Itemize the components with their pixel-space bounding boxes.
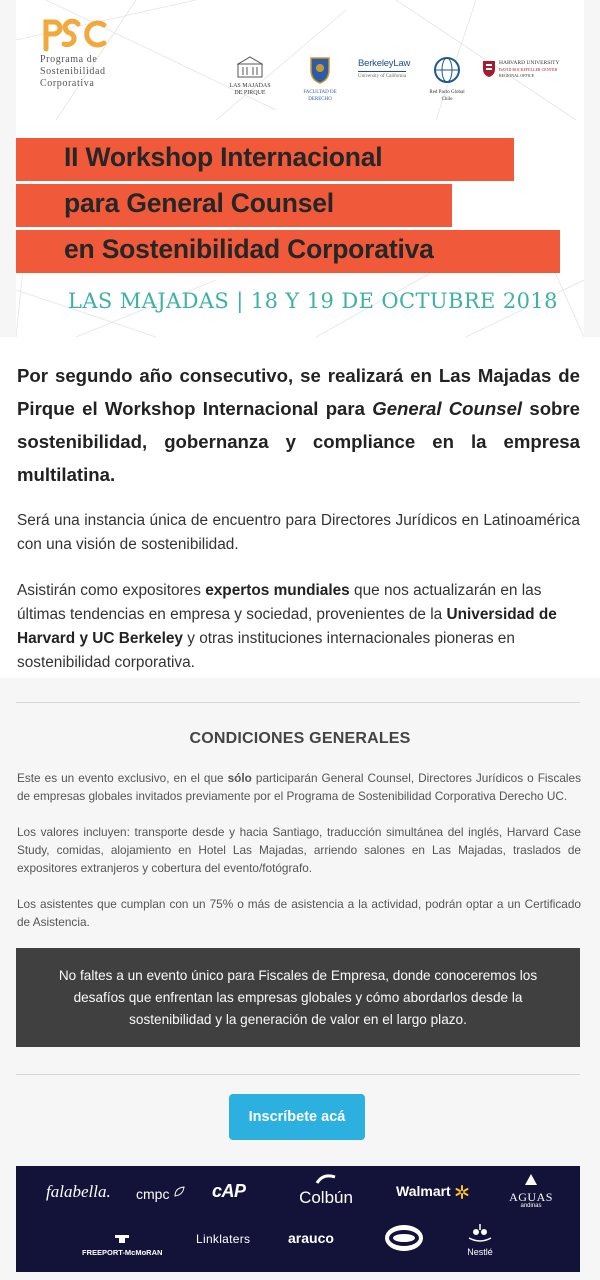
- conditions-paragraph-1: Este es un evento exclusivo, en el que sólo participarán General Counsel, Directores Jurídicos o Fiscales de empresas globales invitados previamente por el Programa de Sostenibilidad Corporativa Derecho UC.: [17, 771, 581, 803]
- nestle-nest-icon: [467, 1222, 493, 1242]
- building-icon: [237, 56, 263, 78]
- divider-top: [16, 702, 580, 703]
- psc-logo: [40, 16, 160, 90]
- globe-icon: [433, 56, 461, 84]
- divider-bottom: [16, 1074, 580, 1075]
- logo-las-majadas: LAS MAJADAS DE PIRQUE: [226, 56, 274, 97]
- lead-paragraph: Por segundo año consecutivo, se realizará en Las Majadas de Pirque el Workshop Internacional para General Counsel sobre sostenibilidad, gobernanza y compliance en la empresa multilatina.: [17, 365, 580, 485]
- sponsor-aguas-andinas: AGUAS andinas: [506, 1172, 556, 1210]
- colbun-wave-icon: [315, 1173, 337, 1185]
- logo-global-compact: Red Pacto Global Chile: [424, 56, 470, 103]
- freeport-mark-icon: [115, 1235, 129, 1243]
- sponsor-nestle: Nestlé: [460, 1222, 500, 1257]
- conditions-paragraph-3: Los asistentes que cumplan con un 75% o más de asistencia a la actividad, podrán optar a un Certificado de Asistencia.: [17, 897, 581, 929]
- intro-paragraph-2: Asistirán como expositores expertos mundiales que nos actualizarán en las últimas tendencias en empresa y sociedad, provenientes de la Universidad de Harvard y UC Berkeley y otras instituciones internacionales pioneras en sostenibilidad corporativa.: [17, 582, 557, 671]
- sponsor-walmart: Walmart: [396, 1183, 469, 1199]
- sponsor-cap: cAP: [212, 1181, 246, 1201]
- logo-facultad-derecho: FACULTAD DE DERECHO: [296, 56, 344, 103]
- logo-harvard: HARVARD UNIVERSITY DAVID ROCKEFELLER CENTER REGIONAL OFFICE: [482, 60, 582, 80]
- sponsor-colbun: Colbún: [296, 1172, 356, 1206]
- intro-paragraph-1: Será una instancia única de encuentro para Directores Jurídicos en Latinoamérica con una visión de sostenibilidad.: [17, 512, 580, 553]
- psc-logo-mark: [40, 16, 110, 52]
- banner-title-line-1: II Workshop Internacional: [64, 142, 383, 172]
- sponsor-cmpc: cmpc: [136, 1186, 185, 1202]
- psc-name: Programa de Sostenibilidad Corporativa: [40, 54, 106, 89]
- conditions-title: CONDICIONES GENERALES: [189, 730, 411, 747]
- logo-berkeley-law: BerkeleyLaw University of California: [358, 58, 411, 79]
- aguas-mountain-icon: [524, 1172, 538, 1186]
- sponsors-strip: [16, 1166, 580, 1272]
- banner-title-line-3: en Sostenibilidad Corporativa: [64, 234, 434, 264]
- sponsor-falabella: falabella.: [46, 1182, 111, 1201]
- intro-section: [0, 337, 600, 678]
- banner-title-line-2: para General Counsel: [64, 188, 334, 218]
- sponsor-freeport: FREEPORT-McMoRAN: [82, 1230, 162, 1257]
- hero-banner: [16, 0, 584, 337]
- sponsor-oval-logo: [384, 1224, 424, 1257]
- highlight-box: [16, 948, 580, 1047]
- oval-badge-icon: [384, 1224, 424, 1252]
- conditions-paragraph-2: Los valores incluyen: transporte desde y hacia Santiago, traducción simultánea del inglés, Harvard Case Study, comidas, alojamiento en Hotel Las Majadas, arriendo salones en Las Majadas, traslados de expositores extranjeros y cobertura del evento/fotógrafo.: [17, 825, 581, 875]
- register-button[interactable]: Inscríbete acá: [229, 1094, 365, 1140]
- sponsor-linklaters: Linklaters: [196, 1232, 251, 1246]
- harvard-shield-icon: [482, 60, 496, 78]
- sponsor-arauco: arauco: [288, 1230, 334, 1246]
- highlight-text: No faltes a un evento único para Fiscales de Empresa, donde conoceremos los desafíos que enfrentan las empresas globales y cómo abordarlos desde la sostenibilidad y la generación de valor en el largo plazo.: [58, 967, 538, 1027]
- event-date: LAS MAJADAS | 18 Y 19 DE OCTUBRE 2018: [68, 289, 558, 313]
- crest-icon: [309, 56, 331, 84]
- walmart-spark-icon: [455, 1185, 469, 1199]
- cmpc-leaf-icon: [173, 1186, 185, 1198]
